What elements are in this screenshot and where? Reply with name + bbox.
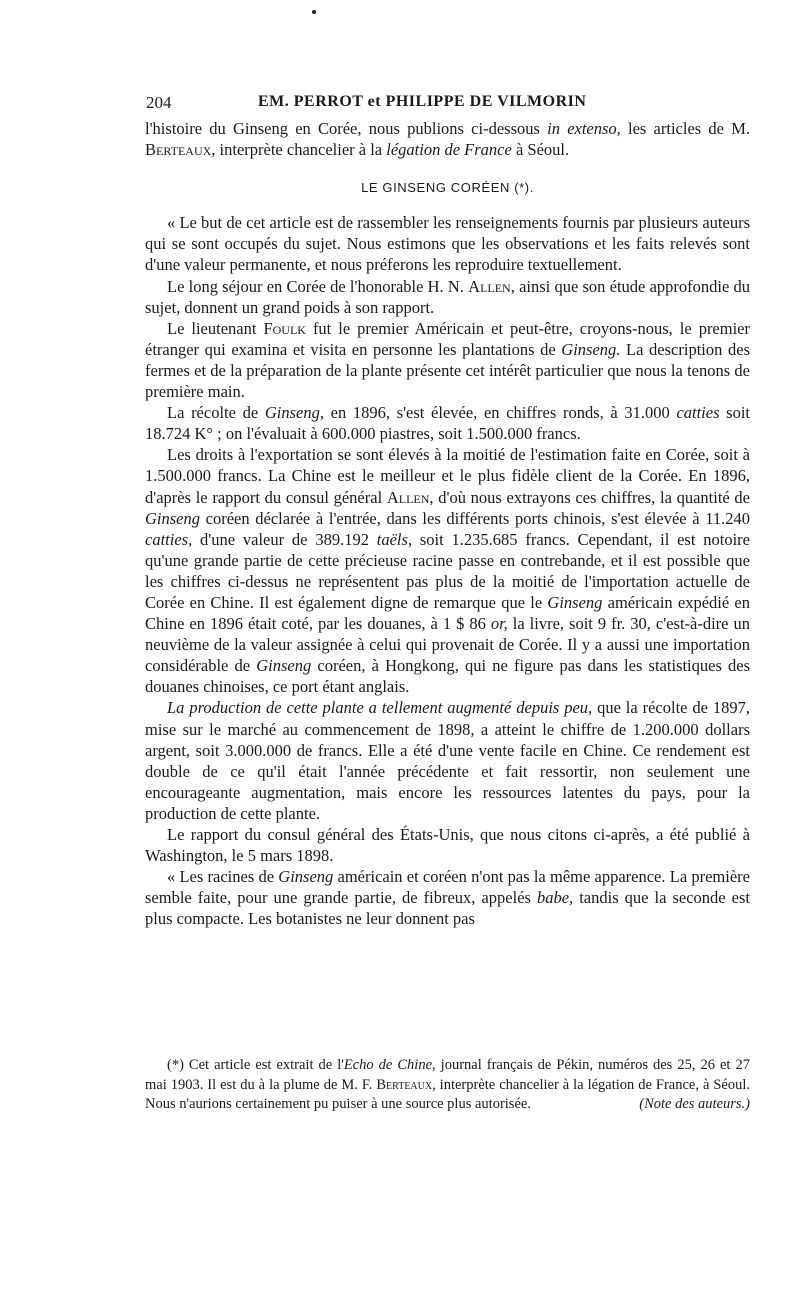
text-run: Le lieutenant — [167, 318, 264, 338]
section-title: LE GINSENG CORÉEN (*). — [361, 180, 534, 196]
person-name: Allen — [468, 276, 511, 296]
footnote-signature: (Note des auteurs.) — [639, 1096, 750, 1112]
page-header — [146, 93, 750, 113]
paragraph-2 — [145, 276, 750, 318]
text-run: Les droits à l'exportation se sont élevés à la moitié de l'estimation faite en Corée, soit à 1.500.000 francs. La Chine est le meilleur et le plus fidèle client de la Corée. En 1896, d'après le rapport du consul général — [145, 445, 750, 507]
text-run: , interprète chancelier à la légation de France, à Séoul. Nous n'aurions certainement pu puiser à une source plus autorisée. — [145, 1076, 750, 1112]
italic-run: Ginseng — [547, 592, 603, 612]
paragraph-3 — [145, 318, 750, 402]
text-run: tandis que la seconde est plus compacte. Les botanistes ne leur donnent pas — [145, 888, 750, 929]
italic-run: Ginseng. — [561, 339, 621, 359]
italic-run: catties — [676, 403, 720, 423]
paragraph-5 — [145, 444, 750, 697]
person-name: Allen — [386, 487, 430, 507]
italic-run: Ginseng — [264, 403, 320, 423]
author-name: Berteaux — [145, 140, 212, 160]
text-run: La description des fermes et de la préparation de la plante présente cet intérêt particulier que nous la tenons de première main. — [145, 339, 750, 402]
italic-run: in extenso, — [547, 119, 621, 138]
text-run: d'une valeur de 389.192 — [192, 529, 377, 549]
text-run: américain expédié en Chine en 1896 était coté, par les douanes, à 1 $ 86 — [145, 592, 750, 634]
italic-run: légation de France — [386, 140, 512, 160]
text-run: soit 18.724 K° ; on l'évaluait à 600.000 piastres, soit 1.500.000 francs. — [145, 403, 751, 444]
text-run: américain et coréen n'ont pas la même apparence. La première semble faite, pour une grande partie, de fibreux, appelés — [145, 867, 750, 908]
paragraph-4 — [145, 402, 750, 444]
paragraph-6 — [145, 697, 750, 824]
text-run: que la récolte de 1897, mise sur le marché au commencement de 1898, a atteint le chiffre de 1.200.000 dollars argent, soit 3.000.000 de francs. Elle a été d'une vente facile en Chine. Ce rendement est double de ce qu'il était l'année précédente et fait ressortir, non seulement une encourageante augmentation, mais encore les ressources latentes du pays, pour la production de cette plante. — [145, 698, 750, 823]
italic-run: Ginseng — [256, 656, 312, 676]
italic-run: Ginseng — [145, 508, 200, 528]
intro-paragraph — [145, 118, 750, 160]
person-name: Foulk — [263, 318, 306, 338]
page-number: 204 — [146, 93, 172, 112]
paragraph-8 — [145, 866, 750, 929]
italic-run: Echo de Chine — [343, 1057, 433, 1073]
footnote-text — [145, 1056, 750, 1115]
italic-run: or, — [490, 614, 508, 634]
section-title-text: LE GINSENG CORÉEN — [361, 180, 510, 196]
text-run: coréen déclarée à l'entrée, dans les différents ports chinois, s'est élevée à 11.240 — [200, 508, 750, 528]
italic-run: La production de cette plante a tellement augmenté depuis peu, — [167, 698, 593, 718]
text-run: (*) Cet article est extrait de l' — [167, 1057, 344, 1073]
paragraph-7: Le rapport du consul général des États-Unis, que nous citons ci-après, a été publié à Washington, le 5 mars 1898. — [145, 825, 750, 866]
text-run: « Les racines de — [167, 867, 279, 887]
page-mark-dot — [312, 10, 316, 14]
italic-run: catties, — [145, 529, 193, 549]
text-run: la livre, soit 9 fr. 30, c'est-à-dire un neuvième de la valeur assignée à celui qui provenait de Corée. Il y a aussi une importation considérable de — [145, 614, 750, 676]
text-run: , en 1896, s'est élevée, en chiffres ronds, à 31.000 — [319, 403, 677, 423]
italic-run: Ginseng — [278, 867, 334, 887]
text-run: Le long séjour en Corée de l'honorable H. N. — [167, 276, 469, 296]
main-text — [145, 118, 750, 929]
person-name: Berteaux — [376, 1076, 433, 1093]
text-run: , d'où nous extrayons ces chiffres, la quantité de — [429, 487, 750, 507]
text-run: , soit 1.235.685 francs. Cependant, il est notoire qu'une grande partie de cette précieuse racine passe en contrebande, et il est possible que les chiffres ci-dessus ne représentent pas plus de la moitié de l'importation actuelle de Corée en Chine. Il est également digne de remarque que le — [145, 529, 750, 612]
paragraph-1: « Le but de cet article est de rassembler les renseignements fournis par plusieurs auteurs qui se sont occupés du sujet. Nous estimons que les observations et les faits relevés sont d'une valeur permanente, et nous préferons les reproduire textuellement. — [145, 213, 750, 275]
text-run: , ainsi que son étude approfondie du sujet, donnent un grand poids à son rapport. — [145, 276, 751, 317]
text-run: fut le premier Américain et peut-être, croyons-nous, le premier étranger qui examina et visita en personne les plantations de — [145, 318, 750, 359]
text-run: les articles de M. — [620, 119, 751, 138]
footnote-marker: (*) — [514, 180, 530, 196]
text-run: l'histoire du Ginseng en Corée, nous publions ci-dessous — [145, 119, 548, 138]
italic-run: taëls — [376, 529, 408, 549]
text-run: coréen, à Hongkong, qui ne figure pas dans les statistiques des douanes chinoises, ce port étant anglais. — [145, 656, 751, 697]
italic-run: babe, — [536, 888, 574, 908]
text-run: , interprète chancelier à la — [211, 140, 387, 160]
footnote — [145, 1056, 750, 1115]
text-run: La récolte de — [167, 403, 265, 423]
running-head: EM. PERROT et PHILIPPE DE VILMORIN — [258, 93, 587, 110]
text-run: à Séoul. — [511, 140, 570, 160]
text-run: , journal français de Pékin, numéros des 25, 26 et 27 mai 1903. Il est du à la plume de M. F. — [145, 1057, 750, 1093]
